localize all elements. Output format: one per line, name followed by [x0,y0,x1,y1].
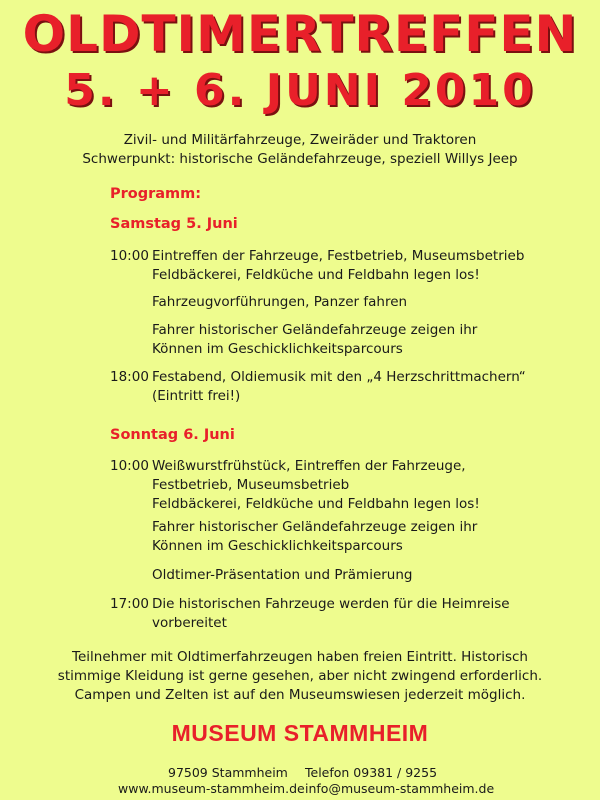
item-text: (Eintritt frei!) [152,388,241,404]
museum-address: 97509 Stammheim [168,765,288,780]
item-text: Fahrer historischer Geländefahrzeuge zeigen ihr [152,322,478,338]
schedule-item [110,457,580,514]
program-heading: Programm: [110,186,202,202]
museum-name: MUSEUM STAMMHEIM [171,720,429,746]
item-time: 18:00 [110,369,149,385]
item-text: Die historischen Fahrzeuge werden für die Heimreise [152,596,510,612]
item-text: Festbetrieb, Museumsbetrieb [152,477,350,493]
item-text: Weißwurstfrühstück, Eintreffen der Fahrzeuge, [152,458,466,474]
schedule-item [110,368,580,406]
item-time: 17:00 [110,596,149,612]
museum-phone: Telefon 09381 / 9255 [305,765,438,780]
item-text: vorbereitet [152,615,227,631]
item-text: Können im Geschicklichkeitsparcours [152,538,403,554]
item-text: Oldtimer-Präsentation und Prämierung [152,567,413,583]
sunday-heading: Sonntag 6. Juni [110,427,235,443]
museum-website[interactable]: www.museum-stammheim.de [118,781,305,796]
notice-line-2: stimmige Kleidung ist gerne gesehen, aber nicht zwingend erforderlich. [57,668,543,684]
item-text: Feldbäckerei, Feldküche und Feldbahn legen los! [152,267,480,283]
item-text: Können im Geschicklichkeitsparcours [152,341,403,357]
item-text: Fahrer historischer Geländefahrzeuge zeigen ihr [152,519,478,535]
schedule-item [152,518,582,556]
schedule-item [110,247,580,285]
schedule-item [152,566,582,585]
intro-line-2: Schwerpunkt: historische Geländefahrzeuge, speziell Willys Jeep [82,151,518,167]
item-text: Feldbäckerei, Feldküche und Feldbahn legen los! [152,496,480,512]
notice-line-1: Teilnehmer mit Oldtimerfahrzeugen haben freien Eintritt. Historisch [72,649,528,665]
schedule-item [152,321,582,359]
saturday-heading: Samstag 5. Juni [110,216,238,232]
notice-line-3: Campen und Zelten ist auf den Museumswiesen jederzeit möglich. [74,687,526,703]
event-date: 5. + 6. JUNI 2010 [64,65,536,116]
schedule-item [110,595,580,633]
item-text: Festabend, Oldiemusik mit den „4 Herzschrittmachern“ [152,369,526,385]
intro-line-1: Zivil- und Militärfahrzeuge, Zweiräder und Traktoren [123,132,477,148]
museum-email[interactable]: info@museum-stammheim.de [305,781,495,796]
item-time: 10:00 [110,248,149,264]
event-title: OLDTIMERTREFFEN [22,5,578,63]
item-text: Fahrzeugvorführungen, Panzer fahren [152,294,408,310]
schedule-item [152,293,582,312]
item-time: 10:00 [110,458,149,474]
item-text: Eintreffen der Fahrzeuge, Festbetrieb, Museumsbetrieb [152,248,525,264]
